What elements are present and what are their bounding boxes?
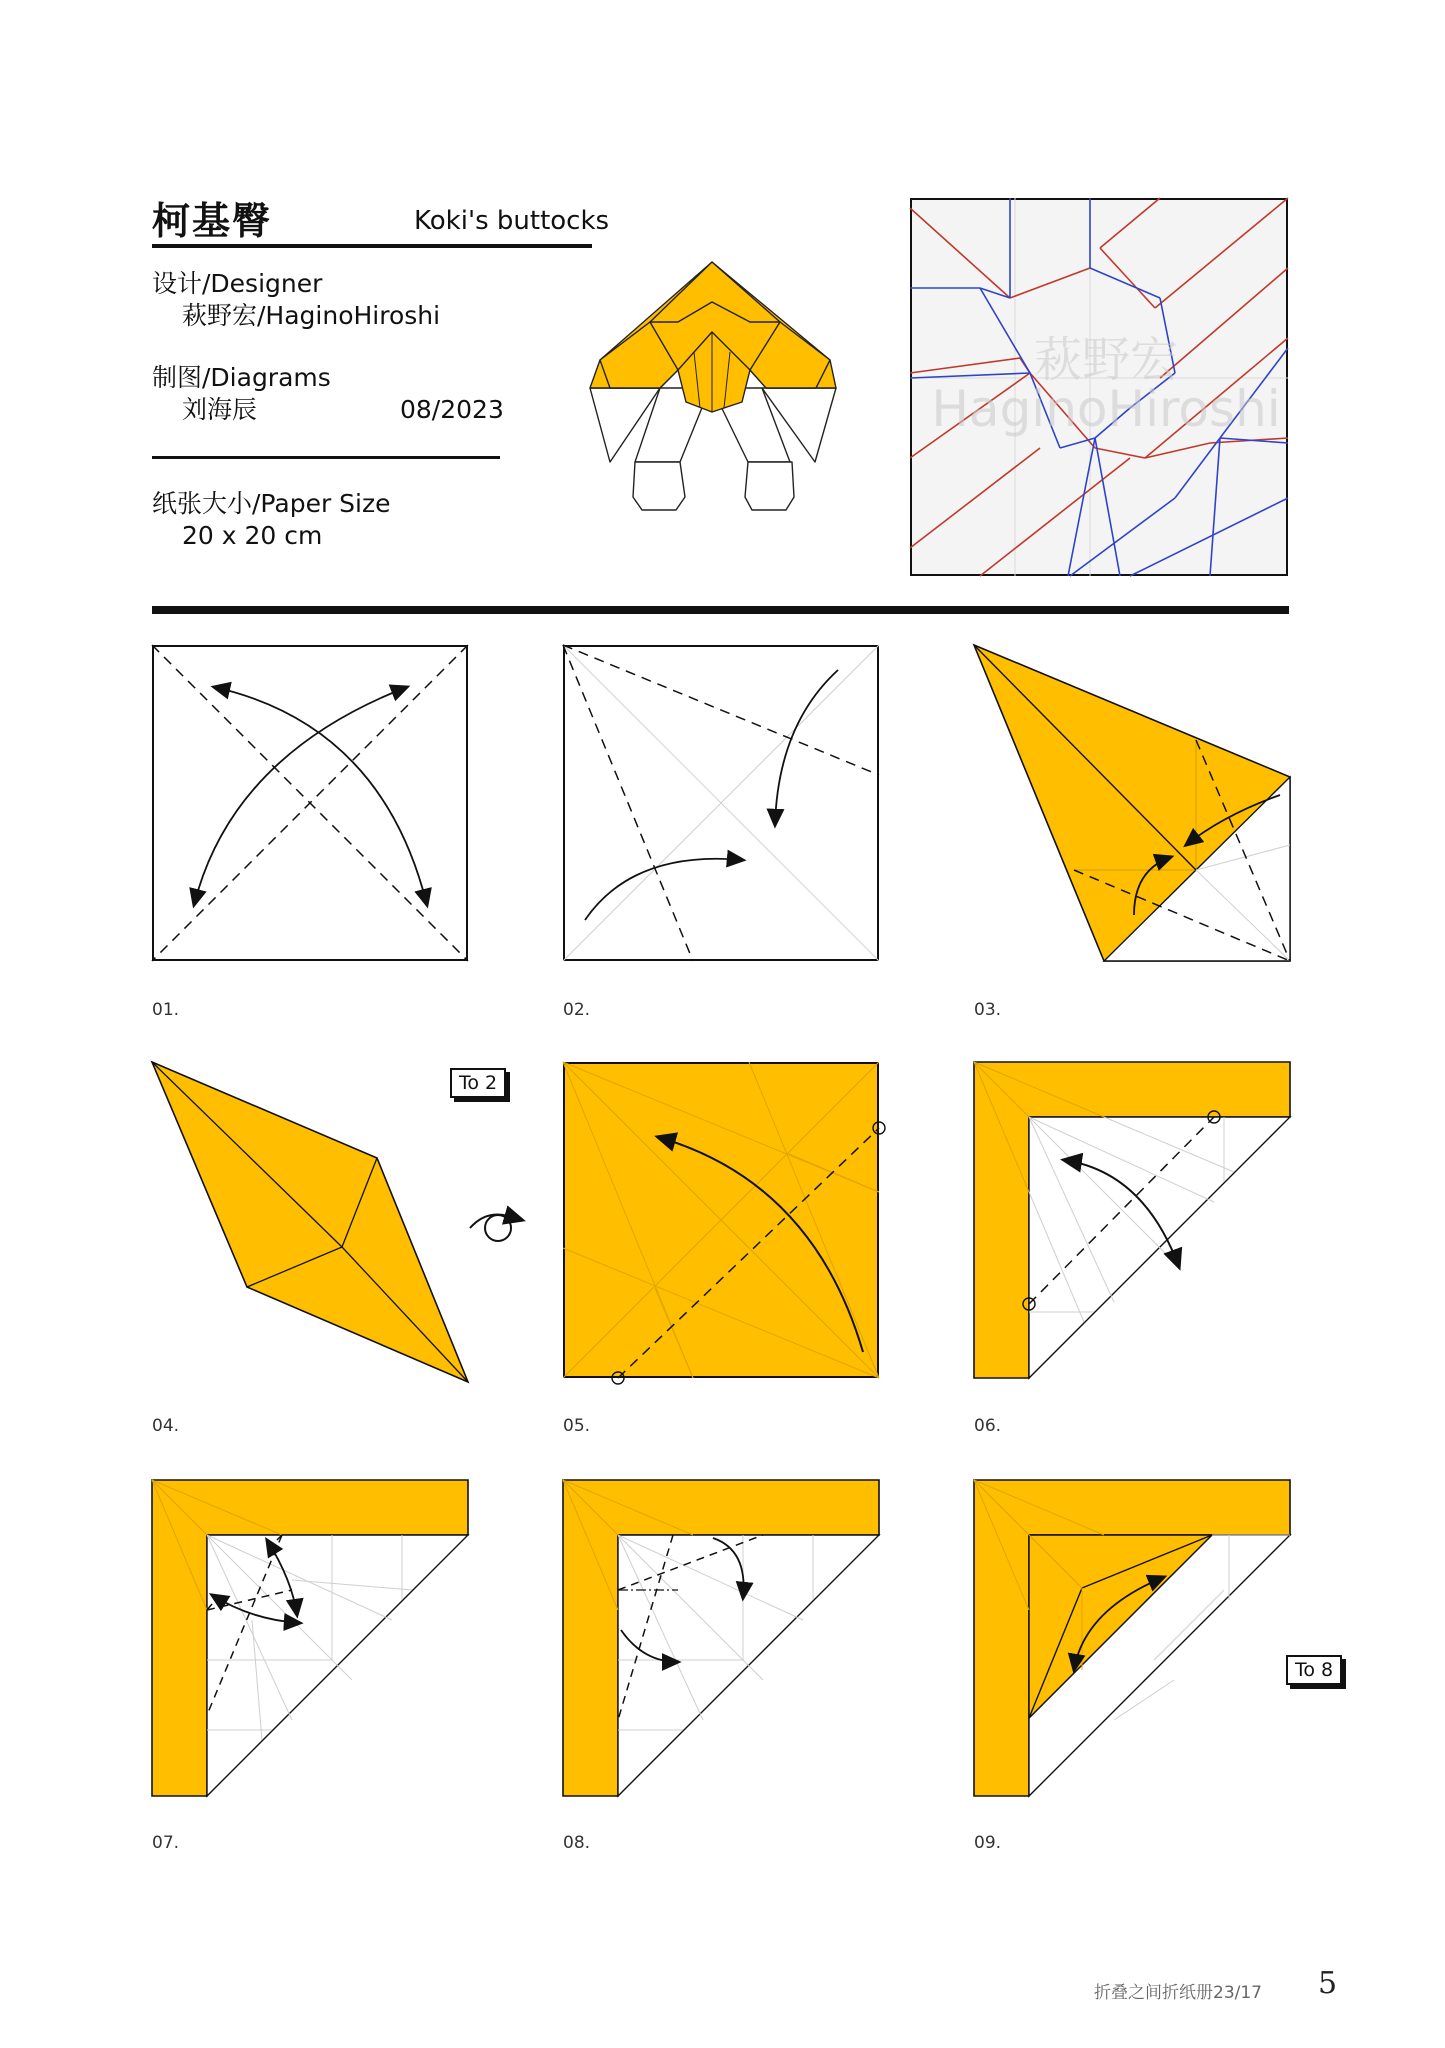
crease-pattern bbox=[910, 198, 1288, 576]
to-step-8-badge: To 8 bbox=[1286, 1655, 1342, 1685]
step-02-number: 02. bbox=[563, 1000, 591, 1020]
step-07-number: 07. bbox=[152, 1833, 180, 1853]
step-04-number: 04. bbox=[152, 1416, 180, 1436]
step-05-number: 05. bbox=[563, 1416, 591, 1436]
to-step-2-badge: To 2 bbox=[450, 1068, 506, 1098]
step-01-number: 01. bbox=[152, 1000, 180, 1020]
title-divider bbox=[152, 244, 592, 248]
model-subtitle: Koki's buttocks bbox=[414, 206, 610, 236]
watermark-cn: 萩野宏 bbox=[1033, 332, 1179, 388]
footer-book-title: 折叠之间折纸册23/17 bbox=[1094, 1983, 1262, 2003]
turn-over-icon bbox=[468, 1208, 530, 1248]
paper-size-value: 20 x 20 cm bbox=[182, 521, 323, 550]
paper-size-label: 纸张大小/Paper Size bbox=[152, 489, 391, 518]
designer-name: 萩野宏/HaginoHiroshi bbox=[182, 301, 441, 330]
step-06-diagram bbox=[974, 1062, 1290, 1378]
step-05-diagram bbox=[563, 1062, 879, 1378]
step-09-number: 09. bbox=[974, 1833, 1002, 1853]
step-03-number: 03. bbox=[974, 1000, 1002, 1020]
step-02-diagram bbox=[563, 645, 879, 961]
diagrams-label: 制图/Diagrams bbox=[152, 363, 331, 392]
step-08-diagram bbox=[563, 1480, 879, 1796]
step-03-diagram bbox=[974, 645, 1290, 961]
info-divider bbox=[152, 456, 500, 459]
step-09-diagram bbox=[974, 1480, 1290, 1796]
diagram-date: 08/2023 bbox=[400, 395, 504, 424]
finished-model-illustration bbox=[590, 262, 840, 512]
page-number: 5 bbox=[1318, 1966, 1338, 2001]
section-divider bbox=[152, 606, 1289, 614]
watermark-en: HaginoHiroshi bbox=[931, 380, 1281, 438]
step-08-number: 08. bbox=[563, 1833, 591, 1853]
step-07-diagram bbox=[152, 1480, 468, 1796]
step-01-diagram bbox=[152, 645, 468, 961]
designer-label: 设计/Designer bbox=[152, 269, 323, 298]
step-04-diagram bbox=[152, 1062, 468, 1392]
model-title: 柯基臀 bbox=[152, 199, 273, 243]
step-06-number: 06. bbox=[974, 1416, 1002, 1436]
diagrams-name: 刘海辰 bbox=[182, 395, 258, 424]
